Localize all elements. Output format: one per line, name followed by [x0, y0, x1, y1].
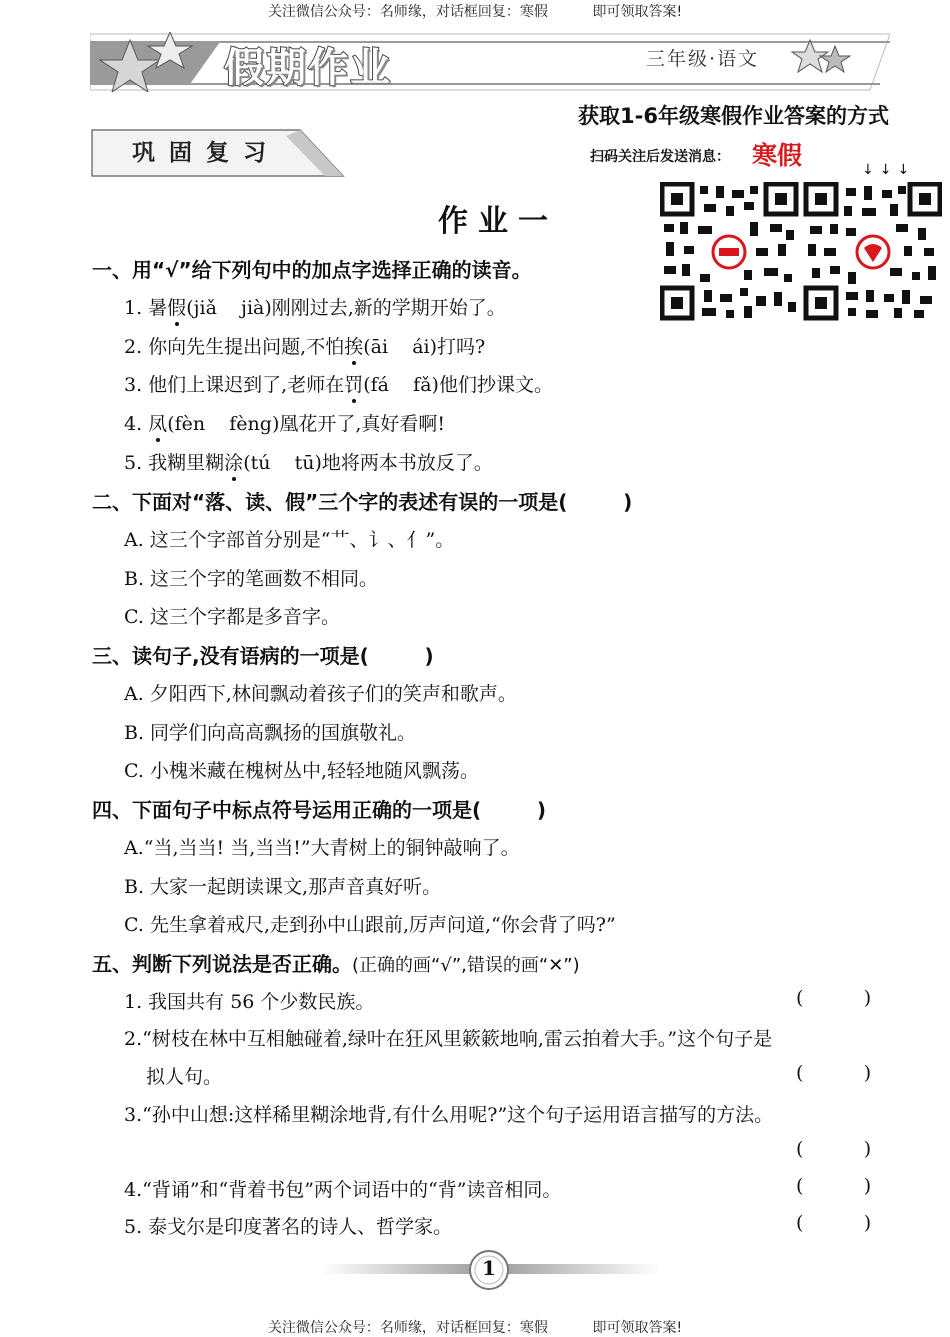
q5-note: (正确的画“√”,错误的画“✕”)	[352, 955, 580, 976]
emphasis-dot: 涂	[224, 448, 243, 475]
q2-option-b: B. 这三个字的笔画数不相同。	[124, 568, 379, 590]
q2-heading: 二、下面对“落、读、假”三个字的表述有误的一项是( )	[92, 490, 633, 514]
q3-option-b: B. 同学们向高高飘扬的国旗敬礼。	[124, 722, 417, 744]
qr-code-right	[804, 182, 942, 322]
q5-item-1: 1. 我国共有 56 个少数民族。	[124, 991, 375, 1013]
q4-option-a: A.“当,当当! 当,当当!”大青树上的铜钟敲响了。	[124, 837, 520, 859]
promo-title: 获取1-6年级寒假作业答案的方式	[578, 104, 889, 128]
q5-item-5: 5. 泰戈尔是印度著名的诗人、哲学家。	[124, 1216, 453, 1238]
q1-item-5: 5. 我糊里糊涂(tú tū)地将两本书放反了。	[124, 448, 493, 475]
answer-paren-1[interactable]: ( )	[796, 987, 872, 1009]
bottom-watermark: 关注微信公众号：名师缘，对话框回复：寒假 即可领取答案!	[267, 1320, 683, 1336]
emphasis-dot: 假	[167, 293, 186, 320]
q3-option-a: A. 夕阳西下,林间飘动着孩子们的笑声和歌声。	[124, 683, 517, 705]
grade-subject: 三年级·语文	[646, 48, 760, 70]
q3-option-c: C. 小槐米藏在槐树丛中,轻轻地随风飘荡。	[124, 760, 479, 782]
q5-item-4: 4.“背诵”和“背着书包”两个词语中的“背”读音相同。	[124, 1179, 562, 1201]
q5-item-2: 2.“树枝在林中互相触碰着,绿叶在狂风里簌簌地响,雷云拍着大手。”这个句子是	[124, 1028, 773, 1050]
top-watermark: 关注微信公众号：名师缘，对话框回复：寒假 即可领取答案!	[267, 4, 683, 20]
answer-paren-4[interactable]: ( )	[796, 1175, 872, 1197]
q5-item-3: 3.“孙中山想:这样稀里糊涂地背,有什么用呢?”这个句子运用语言描写的方法。	[124, 1104, 774, 1126]
q4-option-b: B. 大家一起朗读课文,那声音真好听。	[124, 876, 442, 898]
q1-heading: 一、用“√”给下列句中的加点字选择正确的读音。	[92, 258, 532, 282]
q1-item-4: 4. 凤(fèn fèng)凰花开了,真好看啊!	[124, 409, 445, 436]
answer-paren-3[interactable]: ( )	[796, 1138, 872, 1160]
down-arrows-icon: ↓↓↓	[862, 162, 916, 178]
q4-heading: 四、下面句子中标点符号运用正确的一项是( )	[92, 798, 546, 822]
q5-heading: 五、判断下列说法是否正确。(正确的画“√”,错误的画“✕”)	[92, 952, 580, 976]
q1-item-3: 3. 他们上课迟到了,老师在罚(fá fǎ)他们抄课文。	[124, 370, 553, 397]
page-number: 1	[482, 1256, 496, 1280]
qr-codes[interactable]	[660, 182, 942, 322]
emphasis-dot: 挨	[344, 332, 363, 359]
emphasis-dot: 罚	[344, 370, 363, 397]
promo-keyword: 寒假	[752, 141, 803, 170]
section-title: 巩固复习	[132, 140, 280, 166]
q1-item-1: 1. 暑假(jiǎ jià)刚刚过去,新的学期开始了。	[124, 293, 506, 320]
answer-paren-5[interactable]: ( )	[796, 1212, 872, 1234]
q3-heading: 三、读句子,没有语病的一项是( )	[92, 644, 434, 668]
q1-item-2: 2. 你向先生提出问题,不怕挨(āi ái)打吗?	[124, 332, 485, 359]
q4-option-c: C. 先生拿着戒尺,走到孙中山跟前,厉声问道,“你会背了吗?”	[124, 914, 616, 936]
homework-title: 作业一	[438, 204, 558, 239]
book-title: 假期作业	[224, 45, 392, 91]
header-banner	[90, 32, 890, 92]
promo-subtitle: 扫码关注后发送消息：	[590, 149, 730, 165]
q5-item-2-cont: 拟人句。	[146, 1066, 223, 1088]
qr-code-left	[660, 182, 798, 322]
q2-option-c: C. 这三个字都是多音字。	[124, 606, 340, 628]
emphasis-dot: 凤	[148, 409, 167, 436]
q2-option-a: A. 这三个字部首分别是“艹、讠、亻”。	[124, 529, 455, 551]
answer-paren-2[interactable]: ( )	[796, 1062, 872, 1084]
